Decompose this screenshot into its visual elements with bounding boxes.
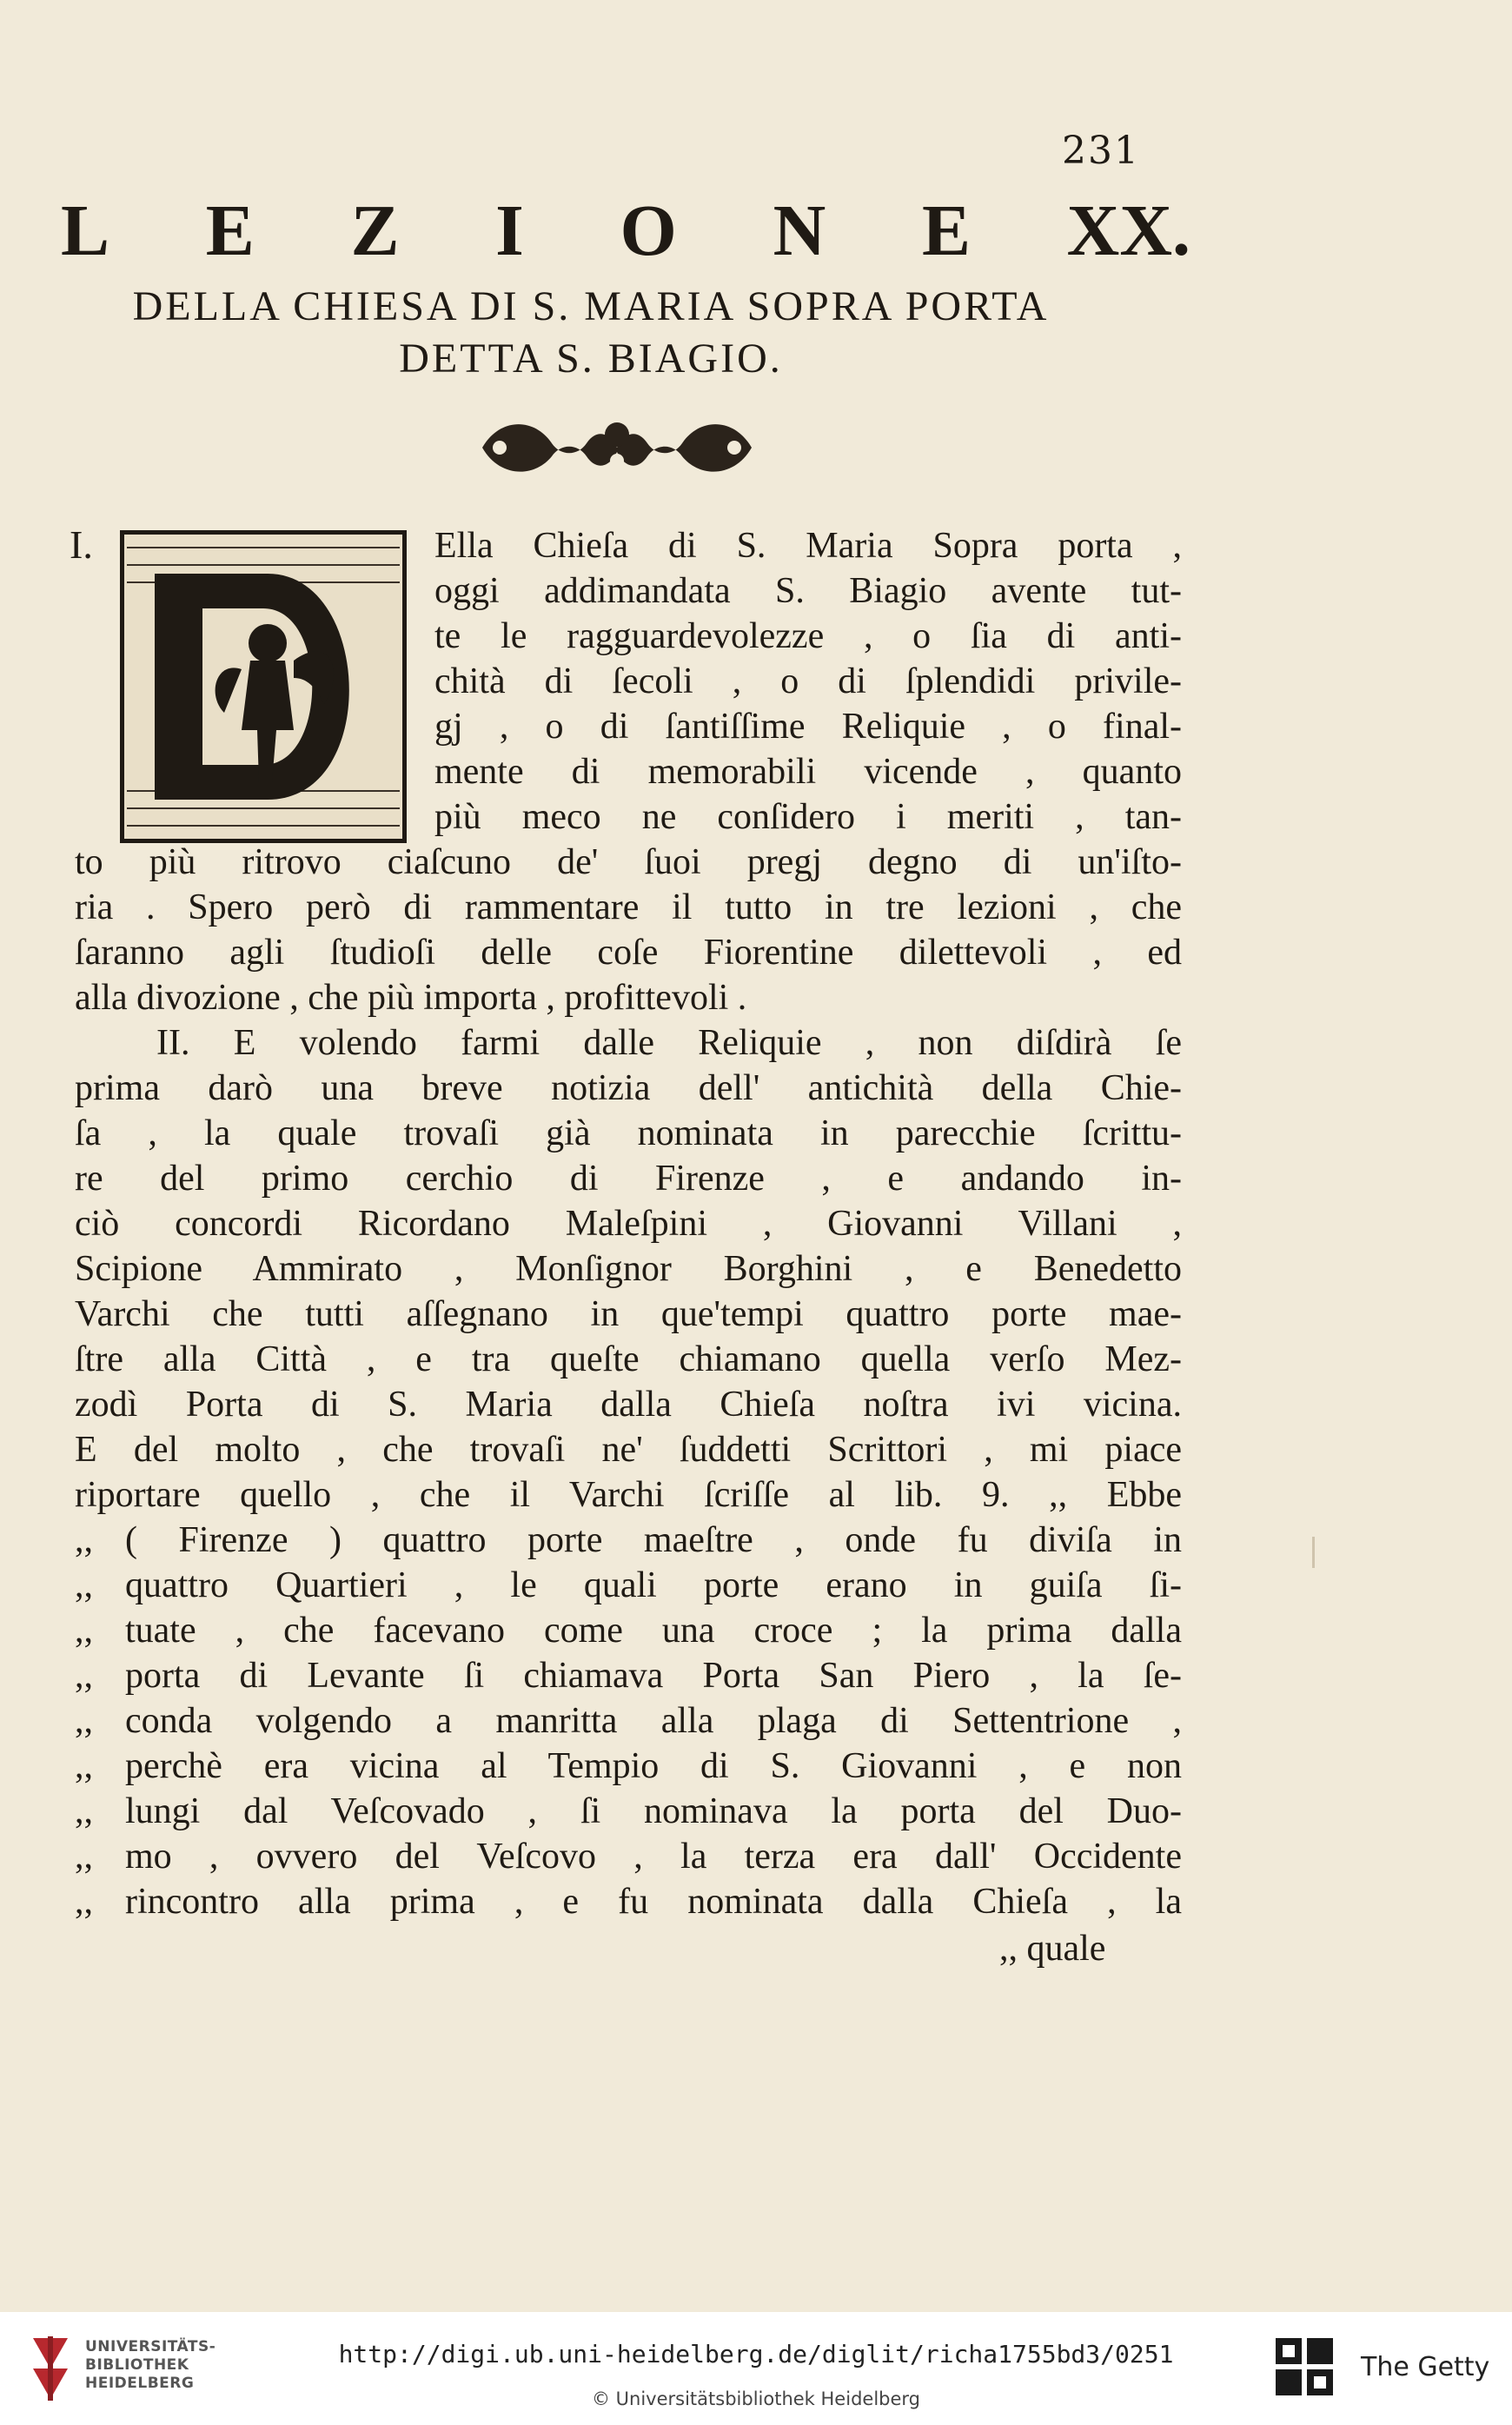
institution-line: HEIDELBERG [85,2375,195,2392]
quote-line [75,1789,1182,1834]
quote-text: conda volgendo a manritta alla plaga di Settentrione , [125,1701,1182,1741]
text-line: riportare quello , che il Varchi ſcriſſe al lib. 9. ,, Ebbe [75,1475,1182,1515]
subtitle-line-1: DELLA CHIESA DI S. MARIA SOPRA PORTA [132,283,1050,329]
text-line: Ella Chieſa di S. Maria Sopra porta , [434,526,1182,566]
quote-text: tuate , che facevano come una croce ; la prima dalla [125,1611,1182,1651]
title-letter: E [205,189,255,271]
title-letter: E [921,189,971,271]
quote-text: ( Firenze ) quattro porte maeſtre , onde fu diviſa in [125,1520,1182,1560]
paragraph-start-line: II. E volendo farmi dalle Reliquie , non diſdirà ſe [156,1023,1182,1063]
text-line: to più ritrovo ciaſcuno de' ſuoi pregj degno di un'iſto- [75,842,1182,882]
title-letter: Z [350,189,400,271]
partner-name: The Getty [1361,2352,1490,2382]
margin-mark [1312,1537,1315,1568]
quote-mark: ,, [75,1791,93,1831]
viewer-footer [0,2312,1512,2425]
quote-line [75,1834,1182,1879]
lesson-title [61,191,1190,269]
quote-mark: ,, [75,1520,93,1560]
text-line: ciò concordi Ricordano Maleſpini , Giovanni Villani , [75,1204,1182,1244]
catchword: ,, quale [999,1929,1106,1969]
quote-mark: ,, [75,1746,93,1786]
text-line: zodì Porta di S. Maria dalla Chieſa noſtra ivi vicina. [75,1385,1182,1425]
quote-text: quattro Quartieri , le quali porte erano in guiſa ſi- [125,1565,1182,1605]
institution-line: BIBLIOTHEK [85,2356,189,2374]
text-line: ria . Spero però di rammentare il tutto in tre lezioni , che [75,887,1182,927]
text-line: più meco ne conſidero i meriti , tan- [434,797,1182,837]
text-line: mente di memorabili vicende , quanto [434,752,1182,792]
floral-ornament-icon [465,409,769,487]
section-number: I. [70,522,93,567]
quote-text: rincontro alla prima , e fu nominata dalla Chieſa , la [125,1882,1182,1922]
title-letter: L [61,189,110,271]
copyright-notice: © Universitätsbibliothek Heidelberg [591,2388,920,2409]
quote-line [75,1518,1182,1563]
text-line: re del primo cerchio di Firenze , e andando in- [75,1159,1182,1199]
text-line: chità di ſecoli , o di ſplendidi privile- [434,661,1182,701]
text-line: ſaranno agli ſtudioſi delle coſe Fiorentine dilettevoli , ed [75,933,1182,973]
quote-mark: ,, [75,1565,93,1605]
quote-line [75,1653,1182,1698]
quote-mark: ,, [75,1656,93,1696]
institution-line: UNIVERSITÄTS- [85,2338,216,2355]
text-line: ſa , la quale trovaſi già nominata in parecchie ſcrittu- [75,1113,1182,1153]
quote-line [75,1563,1182,1608]
quote-line [75,1608,1182,1653]
text-line: te le ragguardevolezze , o ſia di anti- [434,616,1182,656]
quote-text: perchè era vicina al Tempio di S. Giovanni , e non [125,1746,1182,1786]
text-line: prima darò una breve notizia dell' antichità della Chie- [75,1068,1182,1108]
text-line: gj , o di ſantiſſime Reliquie , o final- [434,707,1182,747]
text-line: Varchi che tutti aſſegnano in que'tempi quattro porte mae- [75,1294,1182,1334]
title-letter: O [620,189,677,271]
title-letter: N [773,189,826,271]
text-line: E del molto , che trovaſi ne' ſuddetti Scrittori , mi piace [75,1430,1182,1470]
title-letter: I [495,189,524,271]
quote-line [75,1879,1182,1924]
page-number: 231 [1062,129,1140,173]
source-url-link[interactable]: http://digi.ub.uni-heidelberg.de/diglit/richa1755bd3/0251 [338,2340,1174,2369]
quote-mark: ,, [75,1611,93,1651]
text-line: oggi addimandata S. Biagio avente tut- [434,571,1182,611]
quote-text: porta di Levante ſi chiamava Porta San Piero , la ſe- [125,1656,1182,1696]
quote-line [75,1698,1182,1744]
subtitle-line-2: DETTA S. BIAGIO. [399,336,783,382]
quote-text: lungi dal Veſcovado , ſi nominava la porta del Duo- [125,1791,1182,1831]
text-line: Scipione Ammirato , Monſignor Borghini , e Benedetto [75,1249,1182,1289]
text-line: ſtre alla Città , e tra queſte chiamano quella verſo Mez- [75,1339,1182,1379]
quote-line [75,1744,1182,1789]
quote-text: mo , ovvero del Veſcovo , la terza era dall' Occidente [125,1837,1182,1877]
woodcut-initial-d-icon [120,530,407,843]
getty-logo-icon[interactable] [1272,2335,1338,2404]
quote-mark: ,, [75,1701,93,1741]
quote-mark: ,, [75,1882,93,1922]
quote-mark: ,, [75,1837,93,1877]
text-line: alla divozione , che più importa , profittevoli . [75,978,747,1018]
title-letter: XX. [1066,189,1190,271]
